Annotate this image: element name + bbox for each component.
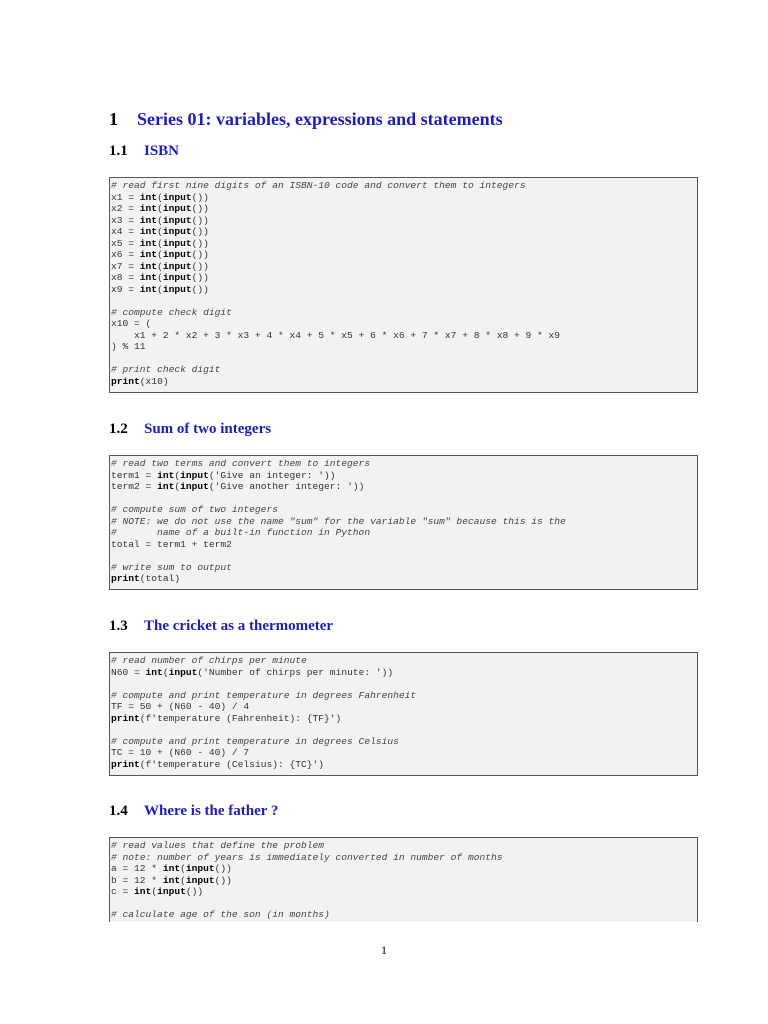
- code-text: (: [157, 203, 163, 214]
- code-line: [111, 284, 697, 296]
- code-block-sum: [109, 455, 698, 590]
- code-comment: # compute and print temperature in degrees Celsius: [111, 735, 399, 747]
- code-text: x7 =: [111, 260, 140, 272]
- code-comment: # compute check digit: [111, 306, 232, 318]
- code-text: b = 12 *: [111, 874, 163, 886]
- subsection-heading-sum: [109, 420, 271, 438]
- code-line: [111, 203, 697, 215]
- code-keyword: input: [162, 249, 192, 260]
- code-text: ('Number of chirps per minute: ')): [197, 666, 394, 678]
- subsection-number: 1.1: [109, 143, 128, 159]
- subsection-title: ISBN: [144, 143, 180, 159]
- section-number: 1: [109, 109, 118, 129]
- code-text: ()): [185, 886, 204, 897]
- code-text: (: [157, 226, 163, 237]
- code-line: [111, 527, 697, 539]
- code-line: [111, 898, 697, 910]
- code-text: (: [180, 863, 186, 874]
- code-line: [111, 226, 697, 238]
- code-text: N60 =: [111, 666, 146, 678]
- code-text: (: [157, 260, 163, 272]
- code-comment: # read two terms and convert them to integers: [111, 458, 371, 469]
- code-line: [111, 330, 697, 342]
- code-keyword: input: [162, 260, 192, 272]
- code-comment: # NOTE: we do not use the name "sum" for the variable "sum" because this is the: [111, 515, 566, 527]
- code-text: ('Give an integer: ')): [208, 469, 336, 481]
- code-comment: # compute and print temperature in degrees Fahrenheit: [111, 689, 417, 701]
- code-block-isbn: [109, 177, 698, 393]
- code-text: (total): [139, 573, 181, 584]
- code-text: x3 =: [111, 214, 140, 226]
- subsection-number: 1.2: [109, 421, 128, 437]
- code-keyword: int: [157, 469, 175, 481]
- code-text: ()): [214, 874, 232, 886]
- code-keyword: input: [162, 237, 192, 249]
- code-text: ()): [191, 237, 209, 249]
- code-text: (: [151, 886, 158, 897]
- code-keyword: int: [162, 863, 181, 874]
- code-keyword: int: [139, 272, 158, 283]
- code-keyword: int: [145, 666, 163, 678]
- code-line: [111, 341, 697, 353]
- code-keyword: int: [139, 237, 158, 249]
- subsection-number: 1.3: [109, 618, 128, 634]
- code-line: [111, 470, 697, 482]
- code-text: ()): [191, 203, 209, 214]
- code-block-cricket: [109, 652, 698, 776]
- code-text: TC = 10 + (N60 - 40) / 7: [111, 747, 250, 758]
- subsection-title: Where is the father ?: [144, 803, 279, 819]
- code-keyword: input: [185, 874, 215, 886]
- code-line: [111, 562, 697, 574]
- code-line: [111, 747, 697, 759]
- code-line: [111, 295, 697, 307]
- code-line: [111, 272, 697, 284]
- code-keyword: int: [134, 886, 152, 897]
- code-text: ()): [191, 260, 209, 272]
- code-line: [111, 307, 697, 319]
- code-text: (: [162, 666, 169, 678]
- code-line: [111, 458, 697, 470]
- code-text: x9 =: [111, 283, 140, 295]
- code-text: x1 =: [111, 191, 140, 203]
- subsection-heading-isbn: [109, 142, 179, 160]
- code-text: (: [157, 249, 163, 260]
- code-keyword: input: [162, 226, 192, 237]
- code-keyword: print: [111, 375, 140, 387]
- code-comment: # name of a built-in function in Python: [111, 527, 371, 538]
- code-keyword: input: [162, 203, 192, 214]
- code-text: ) % 11: [111, 341, 146, 352]
- code-keyword: input: [162, 272, 192, 283]
- code-comment: # print check digit: [111, 364, 221, 375]
- code-text: (: [157, 283, 163, 295]
- code-line: [111, 215, 697, 227]
- code-keyword: input: [185, 863, 215, 874]
- code-keyword: int: [139, 283, 158, 295]
- code-keyword: int: [162, 874, 181, 886]
- code-keyword: input: [157, 886, 186, 897]
- code-line: [111, 667, 697, 679]
- code-text: x5 =: [111, 237, 140, 249]
- code-keyword: input: [162, 283, 192, 295]
- code-comment: # read values that define the problem: [111, 840, 325, 851]
- code-text: x2 =: [111, 203, 140, 214]
- code-line: [111, 249, 697, 261]
- code-text: (: [174, 481, 181, 492]
- code-text: (: [180, 874, 186, 886]
- code-text: ()): [191, 272, 209, 283]
- code-line: [111, 192, 697, 204]
- code-line: [111, 180, 697, 192]
- code-line: [111, 655, 697, 667]
- code-text: x4 =: [111, 226, 140, 237]
- code-text: term1 =: [111, 469, 158, 481]
- code-line: [111, 713, 697, 725]
- code-text: total = term1 + term2: [111, 538, 232, 550]
- code-line: [111, 840, 697, 852]
- code-keyword: print: [111, 573, 140, 584]
- code-line: [111, 261, 697, 273]
- code-text: (: [157, 272, 163, 283]
- code-line: [111, 481, 697, 493]
- code-line: [111, 573, 697, 585]
- page-number: 1: [381, 943, 387, 957]
- code-comment: # note: number of years is immediately converted in number of months: [111, 851, 503, 863]
- code-keyword: input: [168, 666, 198, 678]
- code-line: [111, 724, 697, 736]
- code-text: TF = 50 + (N60 - 40) / 4: [111, 701, 250, 712]
- subsection-title: The cricket as a thermometer: [144, 618, 334, 634]
- code-text: ('Give another integer: ')): [208, 481, 365, 492]
- code-keyword: input: [162, 214, 192, 226]
- code-keyword: print: [111, 712, 140, 724]
- code-text: ()): [191, 249, 209, 260]
- code-text: c =: [111, 886, 135, 897]
- code-line: [111, 701, 697, 713]
- code-line: [111, 504, 697, 516]
- code-line: [111, 736, 697, 748]
- code-comment: # calculate age of the son (in months): [111, 909, 330, 920]
- code-comment: # read number of chirps per minute: [111, 655, 307, 666]
- code-comment: # write sum to output: [111, 561, 232, 573]
- code-line: [111, 875, 697, 887]
- code-keyword: int: [139, 203, 158, 214]
- code-line: [111, 364, 697, 376]
- code-line: [111, 909, 697, 921]
- code-keyword: int: [139, 214, 158, 226]
- code-line: [111, 376, 697, 388]
- code-text: x6 =: [111, 249, 140, 260]
- code-keyword: int: [139, 249, 158, 260]
- code-text: a = 12 *: [111, 863, 163, 874]
- code-keyword: input: [180, 469, 209, 481]
- code-keyword: print: [111, 758, 140, 770]
- code-text: x8 =: [111, 272, 140, 283]
- code-text: term2 =: [111, 481, 158, 492]
- code-text: (f'temperature (Fahrenheit): {TF}'): [139, 712, 342, 724]
- code-text: (: [157, 191, 163, 203]
- code-text: ()): [191, 191, 209, 203]
- section-heading: [109, 108, 503, 130]
- subsection-title: Sum of two integers: [144, 421, 272, 437]
- code-text: ()): [191, 283, 209, 295]
- code-text: x1 + 2 * x2 + 3 * x3 + 4 * x4 + 5 * x5 + 6 * x6 + 7 * x7 + 8 * x8 + 9 * x9: [111, 329, 561, 341]
- code-keyword: input: [180, 481, 209, 492]
- code-text: ()): [191, 226, 209, 237]
- subsection-heading-cricket: [109, 617, 333, 635]
- code-line: [111, 493, 697, 505]
- code-text: ()): [191, 214, 209, 226]
- subsection-heading-father: [109, 802, 278, 820]
- code-line: [111, 886, 697, 898]
- code-text: ()): [214, 863, 232, 874]
- code-line: [111, 353, 697, 365]
- code-text: (: [157, 214, 163, 226]
- code-line: [111, 678, 697, 690]
- code-comment: # read first nine digits of an ISBN-10 code and convert them to integers: [111, 180, 526, 191]
- code-text: (f'temperature (Celsius): {TC}'): [139, 758, 325, 770]
- code-text: (: [157, 237, 163, 249]
- code-comment: # compute sum of two integers: [111, 504, 278, 515]
- code-line: [111, 863, 697, 875]
- code-line: [111, 318, 697, 330]
- code-keyword: input: [162, 191, 192, 203]
- code-line: [111, 238, 697, 250]
- code-text: (x10): [139, 375, 169, 387]
- code-line: [111, 516, 697, 528]
- code-line: [111, 550, 697, 562]
- subsection-number: 1.4: [109, 803, 128, 819]
- code-keyword: int: [157, 481, 175, 492]
- code-line: [111, 852, 697, 864]
- code-line: [111, 539, 697, 551]
- code-block-father: [109, 837, 698, 922]
- code-line: [111, 759, 697, 771]
- code-keyword: int: [139, 191, 158, 203]
- code-keyword: int: [139, 260, 158, 272]
- code-keyword: int: [139, 226, 158, 237]
- code-text: (: [174, 469, 181, 481]
- code-line: [111, 690, 697, 702]
- code-text: x10 = (: [111, 318, 152, 329]
- section-title: Series 01: variables, expressions and statements: [137, 109, 503, 129]
